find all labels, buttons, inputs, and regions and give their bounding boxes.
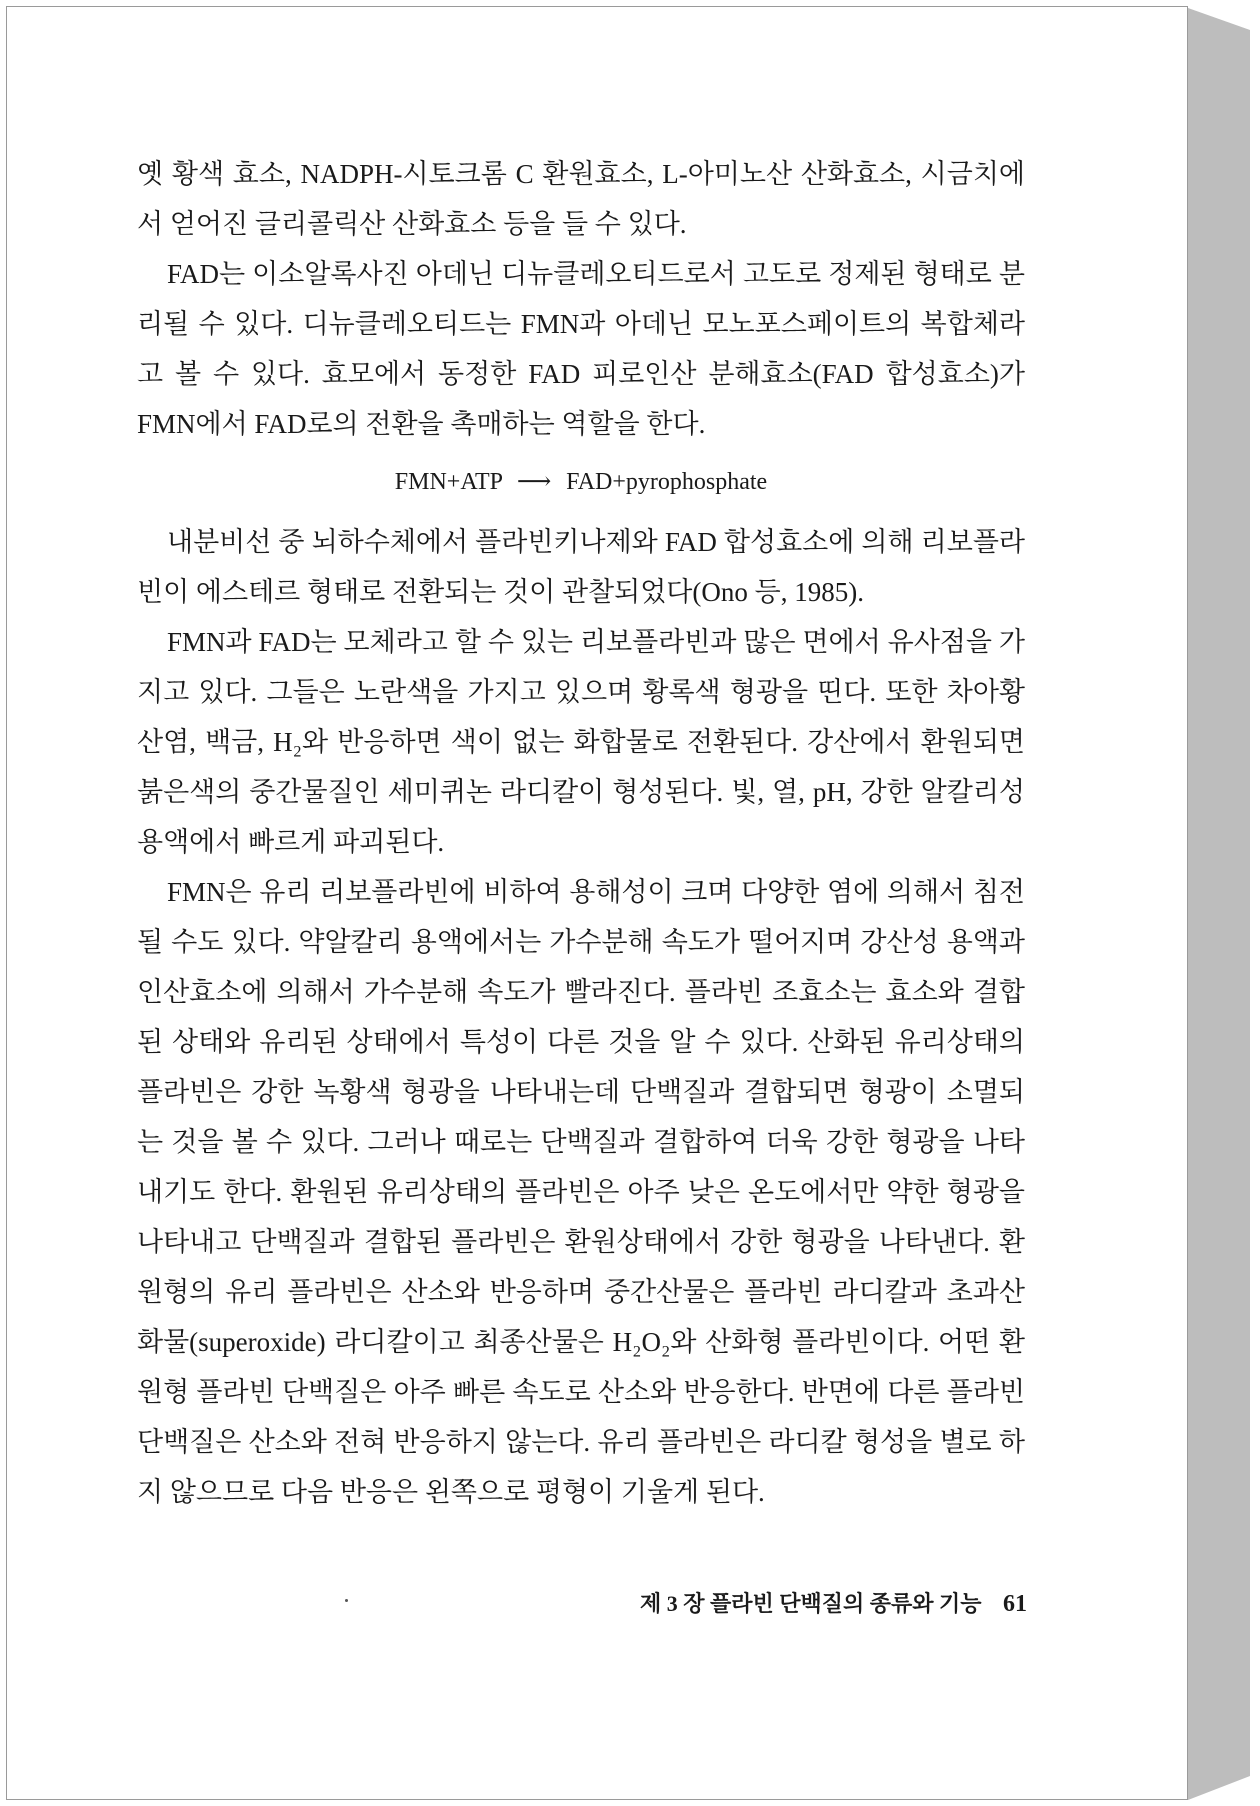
page-number: 61 bbox=[1003, 1591, 1027, 1617]
equation-reactants: FMN+ATP bbox=[394, 469, 503, 495]
paragraph-3: 내분비선 중 뇌하수체에서 플라빈키나제와 FAD 합성효소에 의해 리보플라빈이 에스테르 형태로 전환되는 것이 관찰되었다(Ono 등, 1985). bbox=[137, 527, 1025, 607]
paragraph-5: FMN은 유리 리보플라빈에 비하여 용해성이 크며 다양한 염에 의해서 침전될 수도 있다. 약알칼리 용액에서는 가수분해 속도가 떨어지며 강산성 용액과 인산효소에 의해서 가수분해 속도가 빨라진다. 플라빈 조효소는 효소와 결합된 상태와 유리된 상태에서 특성이 다른 것을 알 수 있다. 산화된 유리상태의 플라빈은 강한 녹황색 형광을 나타내는데 단백질과 결합되면 형광이 소멸되는 것을 볼 수 있다. 그러나 때로는 단백질과 결합하여 더욱 강한 형광을 나타내기도 한다. 환원된 유리상태의 플라빈은 아주 낮은 온도에서만 약한 형광을 나타내고 단백질과 결합된 플라빈은 환원상태에서 강한 형광을 나타낸다. 환원형의 유리 플라빈은 산소와 반응하며 중간산물은 플라빈 라디칼과 초과산화물(superoxide) 라디칼이고 최종산물은 H₂O₂와 산화형 플라빈이다. 어떤 환원형 플라빈 단백질은 아주 빠른 속도로 산소와 반응한다. 반면에 다른 플라빈 단백질은 산소와 전혀 반응하지 않는다. 유리 플라빈은 라디칼 형성을 별로 하지 않으므로 다음 반응은 왼쪽으로 평형이 기울게 된다. bbox=[137, 877, 1025, 1507]
paragraph-4: FMN과 FAD는 모체라고 할 수 있는 리보플라빈과 많은 면에서 유사점을 가지고 있다. 그들은 노란색을 가지고 있으며 황록색 형광을 띤다. 또한 차아황산염, 백금, H₂와 반응하면 색이 없는 화합물로 전환된다. 강산에서 환원되면 붉은색의 중간물질인 세미퀴논 라디칼이 형성된다. 빛, 열, pH, 강한 알칼리성 용액에서 빠르게 파괴된다. bbox=[137, 627, 1025, 857]
book-page bbox=[6, 6, 1188, 1800]
reaction-equation bbox=[137, 459, 1025, 505]
scan-speck bbox=[345, 1599, 348, 1602]
chapter-title: 제 3 장 플라빈 단백질의 종류와 기능 bbox=[639, 1591, 982, 1616]
paragraph-2: FAD는 이소알록사진 아데닌 디뉴클레오티드로서 고도로 정제된 형태로 분리될 수 있다. 디뉴클레오티드는 FMN과 아데닌 모노포스페이트의 복합체라고 볼 수 있다. 효모에서 동정한 FAD 피로인산 분해효소(FAD 합성효소)가 FMN에서 FAD로의 전환을 촉매하는 역할을 한다. bbox=[137, 259, 1025, 439]
reaction-arrow-icon: ⟶ bbox=[516, 469, 552, 495]
page-edge-shadow bbox=[1188, 8, 1250, 1800]
equation-products: FAD+pyrophosphate bbox=[566, 469, 768, 495]
running-footer bbox=[557, 1587, 1027, 1618]
body-text bbox=[137, 149, 1025, 1517]
paragraph-1: 옛 황색 효소, NADPH-시토크롬 C 환원효소, L-아미노산 산화효소, 시금치에서 얻어진 글리콜릭산 산화효소 등을 들 수 있다. bbox=[137, 159, 1025, 239]
